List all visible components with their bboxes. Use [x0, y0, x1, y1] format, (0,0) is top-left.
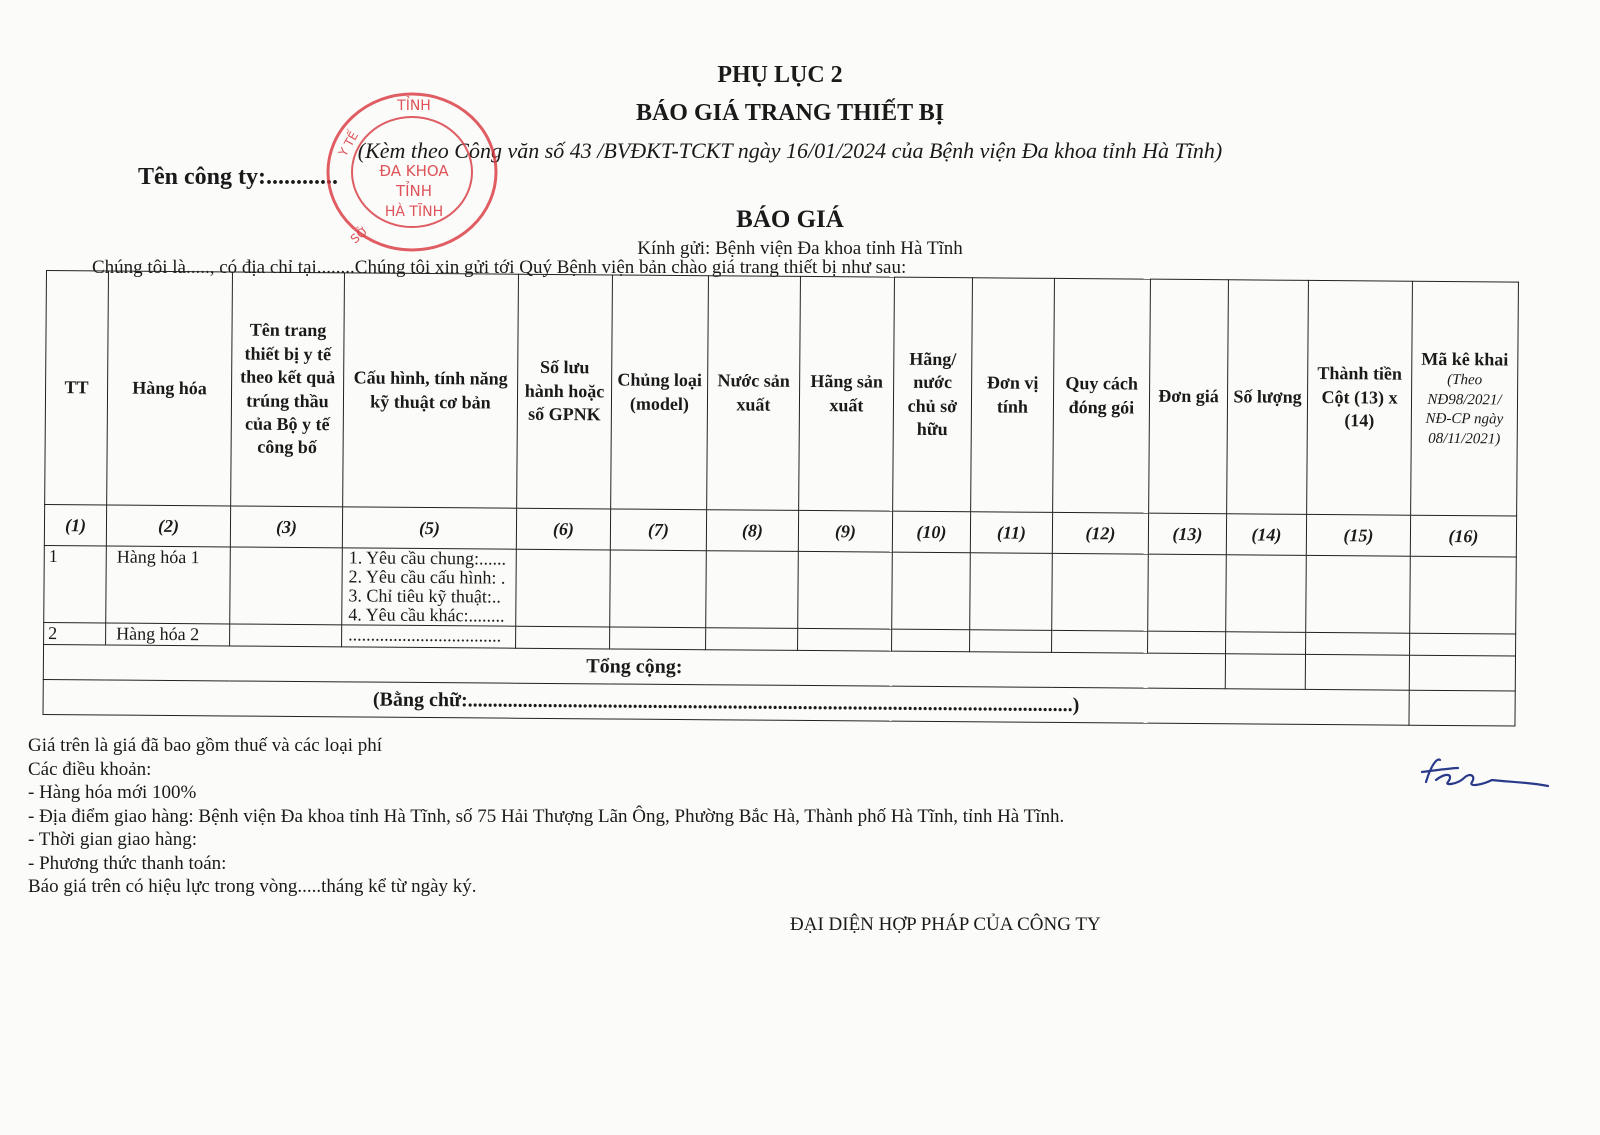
spec-line: 1. Yêu cầu chung:......	[348, 547, 507, 569]
row-tt: 2	[44, 622, 106, 644]
col-number: (1)	[44, 504, 106, 545]
empty-cell	[610, 550, 707, 628]
empty-cell	[798, 628, 892, 651]
col-number: (5)	[342, 507, 516, 549]
svg-text:SỞ: SỞ	[347, 223, 372, 247]
terms-line: - Hàng hóa mới 100%	[28, 782, 197, 803]
col-header-license: Số lưu hành hoặc số GPNK	[517, 274, 613, 509]
col-header-code-note: (Theo NĐ98/2021/ NĐ-CP ngày 08/11/2021)	[1425, 372, 1504, 448]
spec-line: 4. Yêu cầu khác:........	[348, 604, 505, 626]
empty-cell	[1226, 632, 1306, 655]
appendix-label: PHỤ LỤC 2	[717, 62, 843, 88]
empty-cell	[798, 551, 893, 629]
col-number: (7)	[610, 509, 706, 551]
legal-representative-label: ĐẠI DIỆN HỢP PHÁP CỦA CÔNG TY	[790, 914, 1101, 935]
row-tt: 1	[44, 545, 107, 622]
col-header-packing: Quy cách đóng gói	[1053, 278, 1151, 513]
terms-line: - Thời gian giao hàng:	[28, 829, 198, 850]
col-number: (2)	[106, 505, 230, 547]
col-number: (13)	[1148, 513, 1226, 555]
col-header-amount: Thành tiền Cột (13) x (14)	[1307, 280, 1413, 515]
row-goods: Hàng hóa 1	[106, 546, 231, 624]
col-number: (11)	[970, 512, 1052, 554]
col-header-tt: TT	[45, 271, 109, 505]
empty-cell	[706, 628, 798, 651]
svg-text:HÀ TĨNH: HÀ TĨNH	[384, 204, 444, 220]
row-goods: Hàng hóa 2	[106, 623, 230, 646]
empty-cell	[516, 626, 610, 649]
empty-cell	[1306, 632, 1410, 655]
empty-cell	[1148, 554, 1227, 632]
spec-line: ..................................	[348, 624, 502, 646]
spec-line: 2. Yêu cầu cấu hình: .	[348, 566, 506, 588]
empty-cell	[892, 629, 970, 652]
col-header-model: Chủng loại (model)	[611, 275, 709, 510]
amount-in-words: (Bằng chữ:.........................................................................................................................)	[43, 679, 1409, 725]
intro-line: Chúng tôi là....., có địa chỉ tại........Chúng tôi xin gửi tới Quý Bệnh viện bản chào giá trang thiết bị như sau:	[92, 257, 907, 278]
table-row	[44, 545, 1517, 634]
row-specs	[342, 548, 517, 626]
terms-line: - Phương thức thanh toán:	[28, 852, 227, 874]
row-device	[230, 547, 343, 625]
col-number: (10)	[892, 511, 970, 553]
col-number: (8)	[706, 510, 798, 552]
terms-line: Giá trên là giá đã bao gồm thuế và các loại phí	[28, 735, 383, 756]
col-header-price: Đơn giá	[1149, 279, 1229, 514]
col-header-unit: Đơn vị tính	[971, 278, 1055, 513]
col-number: (3)	[230, 506, 342, 548]
col-number: (14)	[1226, 514, 1306, 556]
empty-cell	[1052, 553, 1149, 631]
document-title: BÁO GIÁ TRANG THIẾT BỊ	[635, 100, 945, 126]
empty-cell	[1052, 630, 1148, 653]
row-device	[230, 624, 342, 647]
svg-text:ĐA KHOA: ĐA KHOA	[379, 162, 449, 180]
empty-cell	[1410, 633, 1516, 656]
col-header-country: Nước sản xuất	[707, 276, 801, 511]
col-number: (15)	[1306, 514, 1410, 556]
empty-cell	[1410, 556, 1517, 634]
terms-line: Các điều khoản:	[28, 758, 152, 780]
empty-cell	[892, 552, 971, 630]
col-number: (6)	[516, 508, 610, 550]
terms-line: Báo giá trên có hiệu lực trong vòng.....tháng kể từ ngày ký.	[28, 876, 477, 897]
empty-cell	[1148, 631, 1226, 654]
empty-cell	[516, 549, 611, 627]
total-amount-cell	[1305, 654, 1409, 690]
empty-cell	[1409, 690, 1515, 726]
terms-section	[28, 734, 1064, 899]
empty-cell	[1306, 555, 1411, 633]
col-header-config: Cấu hình, tính năng kỹ thuật cơ bản	[343, 273, 519, 508]
col-header-owner: Hãng/ nước chủ sở hữu	[893, 277, 973, 512]
col-number: (9)	[798, 510, 892, 552]
col-number: (12)	[1052, 512, 1148, 554]
greeting-line: Kính gửi: Bệnh viện Đa khoa tỉnh Hà Tĩnh	[637, 238, 963, 259]
svg-text:TỈNH: TỈNH	[395, 182, 433, 200]
empty-cell	[706, 551, 799, 629]
quotation-table	[43, 270, 1519, 727]
total-label: Tổng cộng:	[43, 644, 1225, 688]
empty-cell	[1225, 654, 1305, 690]
svg-text:TỈNH: TỈNH	[397, 98, 431, 114]
col-header-device: Tên trang thiết bị y tế theo kết quả trúng thầu của Bộ y tế công bố	[231, 272, 345, 507]
col-number: (16)	[1410, 515, 1516, 557]
terms-line: - Địa điểm giao hàng: Bệnh viện Đa khoa tỉnh Hà Tĩnh, số 75 Hải Thượng Lãn Ông, Phường Bắc Hà, Thành phố Hà Tĩnh, tỉnh Hà Tĩnh.	[28, 805, 1065, 827]
handwritten-initial-mark	[1418, 752, 1558, 802]
quote-title: BÁO GIÁ	[736, 206, 844, 233]
empty-cell	[970, 553, 1053, 631]
spec-line: 3. Chỉ tiêu kỹ thuật:..	[348, 585, 502, 607]
header-row	[45, 271, 1519, 517]
company-name-field: Tên công ty:............	[138, 164, 338, 190]
col-header-goods: Hàng hóa	[107, 271, 233, 506]
col-header-code-label: Mã kê khai	[1421, 348, 1509, 370]
empty-cell	[1409, 655, 1515, 691]
svg-text:Y TẾ: Y TẾ	[335, 129, 362, 159]
empty-cell	[970, 630, 1052, 653]
empty-cell	[610, 627, 706, 650]
col-header-code	[1411, 281, 1519, 516]
col-header-qty: Số lượng	[1227, 280, 1309, 515]
row-specs	[342, 625, 516, 648]
col-header-maker: Hãng sản xuất	[799, 276, 895, 511]
empty-cell	[1226, 555, 1307, 633]
attachment-reference: (Kèm theo Công văn số 43 /BVĐKT-TCKT ngày 16/01/2024 của Bệnh viện Đa khoa tỉnh Hà Tĩnh)	[357, 138, 1223, 163]
